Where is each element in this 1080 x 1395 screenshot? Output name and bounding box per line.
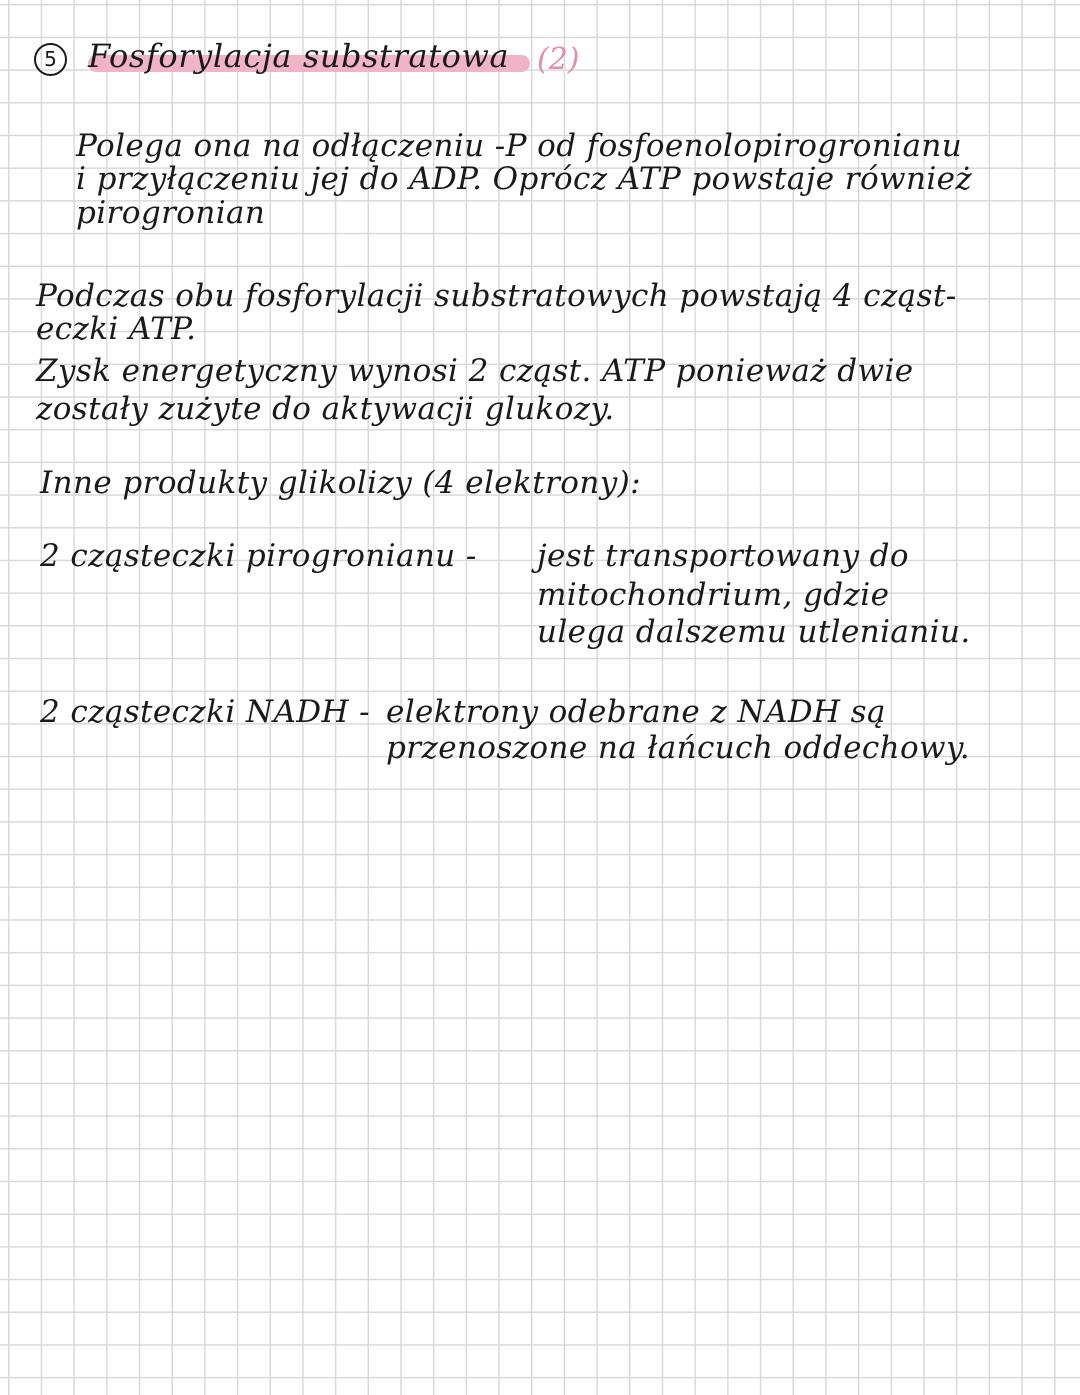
paragraph-3-line-2: zostały zużyte do aktywacji glukozy.	[36, 391, 615, 427]
paragraph-1-line-3: pirogronian	[76, 195, 266, 231]
page-title: Fosforylacja substratowa	[88, 37, 510, 75]
product-1-desc-line-3: ulega dalszemu utlenianiu.	[537, 614, 971, 650]
product-1-desc-line-2: mitochondrium, gdzie	[537, 577, 890, 613]
product-2-label: 2 cząsteczki NADH -	[40, 694, 371, 730]
title-block	[88, 36, 509, 80]
paragraph-1-line-2: i przyłączeniu jej do ADP. Oprócz ATP powstaje również	[76, 161, 973, 197]
section-number-badge: 5	[34, 43, 67, 76]
paragraph-1-line-1: Polega ona na odłączeniu -P od fosfoenolopirogronianu	[76, 128, 963, 164]
product-1-desc-line-1: jest transportowany do	[537, 538, 909, 574]
title-suffix: (2)	[537, 42, 580, 77]
paragraph-2-line-1: Podczas obu fosforylacji substratowych powstają 4 cząst-	[36, 278, 957, 314]
products-heading: Inne produkty glikolizy (4 elektrony):	[40, 465, 641, 501]
paragraph-3-line-1: Zysk energetyczny wynosi 2 cząst. ATP ponieważ dwie	[36, 353, 914, 389]
product-2-desc-line-1: elektrony odebrane z NADH są	[386, 694, 886, 730]
product-2-desc-line-2: przenoszone na łańcuch oddechowy.	[386, 730, 971, 766]
product-1-label: 2 cząsteczki pirogronianu -	[40, 538, 477, 574]
paragraph-2-line-2: eczki ATP.	[36, 311, 197, 347]
